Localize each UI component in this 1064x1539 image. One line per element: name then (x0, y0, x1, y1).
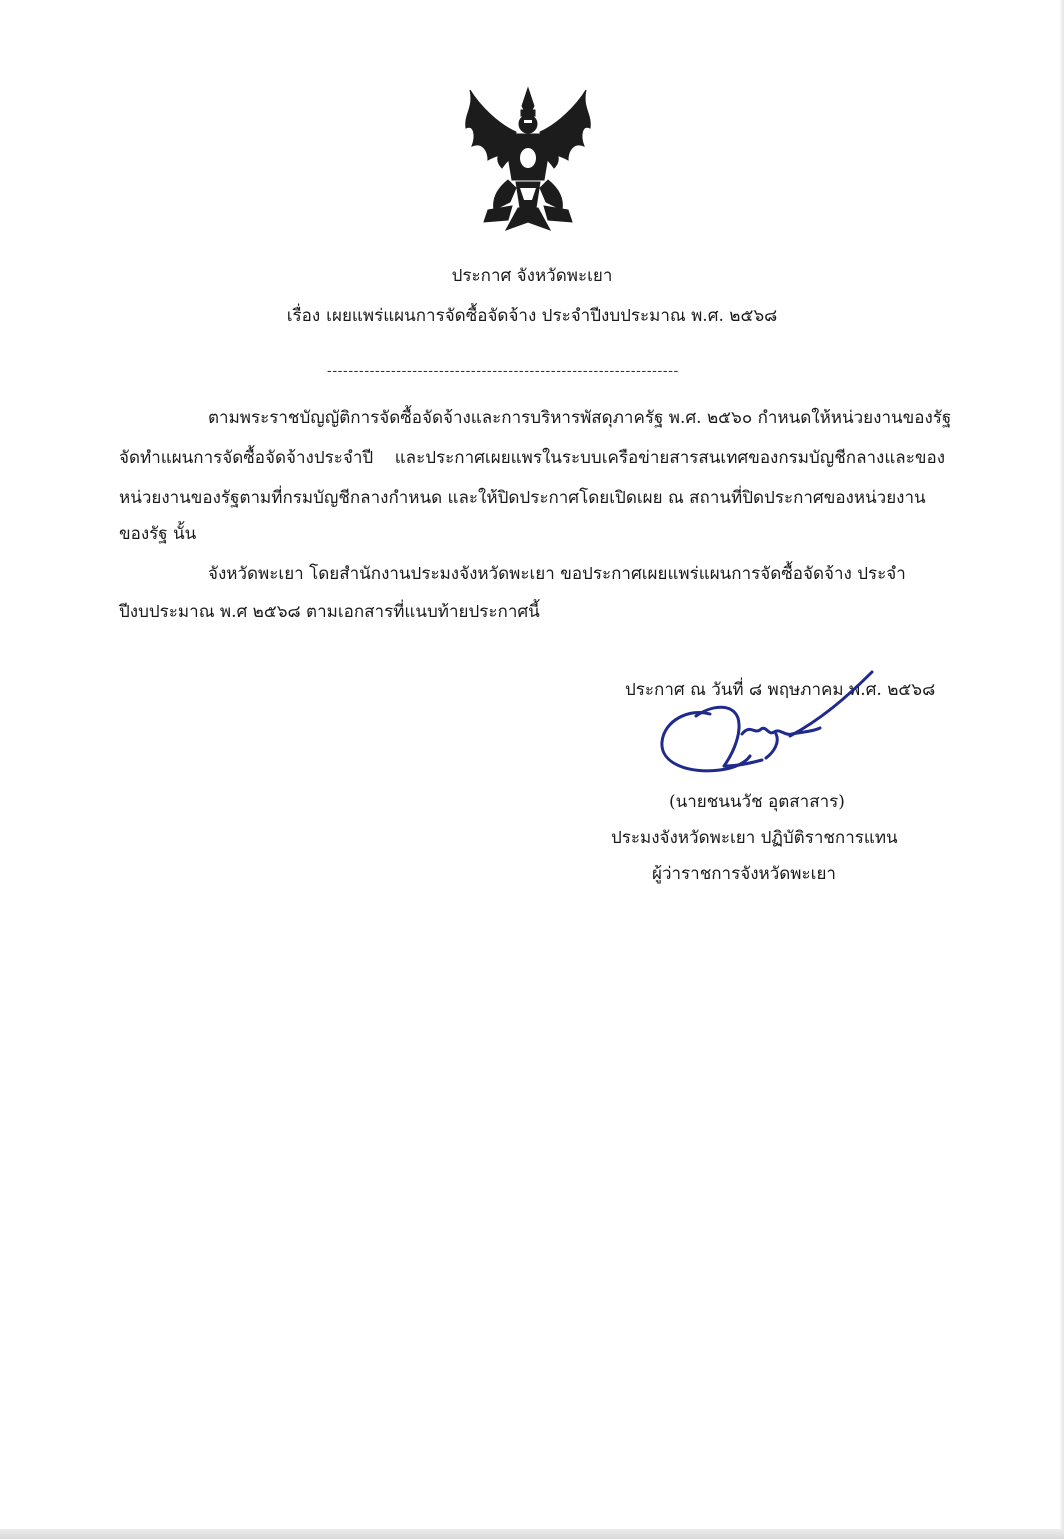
announcement-date: ประกาศ ณ วันที่ ๘ พฤษภาคม พ.ศ. ๒๕๖๘ (625, 680, 936, 700)
dashed-separator: ------------------------------------------------------------------ (327, 363, 679, 379)
announcement-subject (0, 302, 1064, 329)
garuda-emblem-icon (458, 84, 598, 236)
page-edge-shadow (1059, 0, 1064, 1539)
page-bottom-shadow (0, 1529, 1064, 1539)
paragraph1-line4: ของรัฐ นั้น (119, 524, 197, 544)
paragraph2-line2: ปีงบประมาณ พ.ศ ๒๕๖๘ ตามเอกสารที่แนบท้ายประกาศนี้ (119, 602, 540, 622)
signer-title: ผู้ว่าราชการจังหวัดพะเยา (652, 864, 836, 884)
paragraph1-line2: จัดทำแผนการจัดซื้อจัดจ้างประจำปี และประกาศเผยแพรในระบบเครือข่ายสารสนเทศของกรมบัญชีกลางและของ (119, 448, 945, 468)
signer-name: (นายชนนวัช อุตสาสาร) (669, 792, 845, 812)
subject-text: เผยแพร่แผนการจัดซื้อจัดจ้าง ประจำปีงบประมาณ พ.ศ. ๒๕๖๘ (326, 306, 778, 326)
subject-label: เรื่อง (286, 306, 321, 326)
signer-position: ประมงจังหวัดพะเยา ปฏิบัติราชการแทน (611, 828, 898, 848)
paragraph2-line1: จังหวัดพะเยา โดยสำนักงานประมงจังหวัดพะเยา ขอประกาศเผยแพร่แผนการจัดซื้อจัดจ้าง ประจำ (208, 564, 906, 584)
paragraph1-line1: ตามพระราชบัญญัติการจัดซื้อจัดจ้างและการบริหารพัสดุภาครัฐ พ.ศ. ๒๕๖๐ กำหนดให้หน่วยงานของรัฐ (208, 408, 952, 428)
paragraph1-line3: หน่วยงานของรัฐตามที่กรมบัญชีกลางกำหนด และให้ปิดประกาศโดยเปิดเผย ณ สถานที่ปิดประกาศของหน่วยงาน (119, 488, 926, 508)
announcement-title: ประกาศ จังหวัดพะเยา (451, 266, 613, 286)
handwritten-signature-icon (650, 662, 886, 788)
